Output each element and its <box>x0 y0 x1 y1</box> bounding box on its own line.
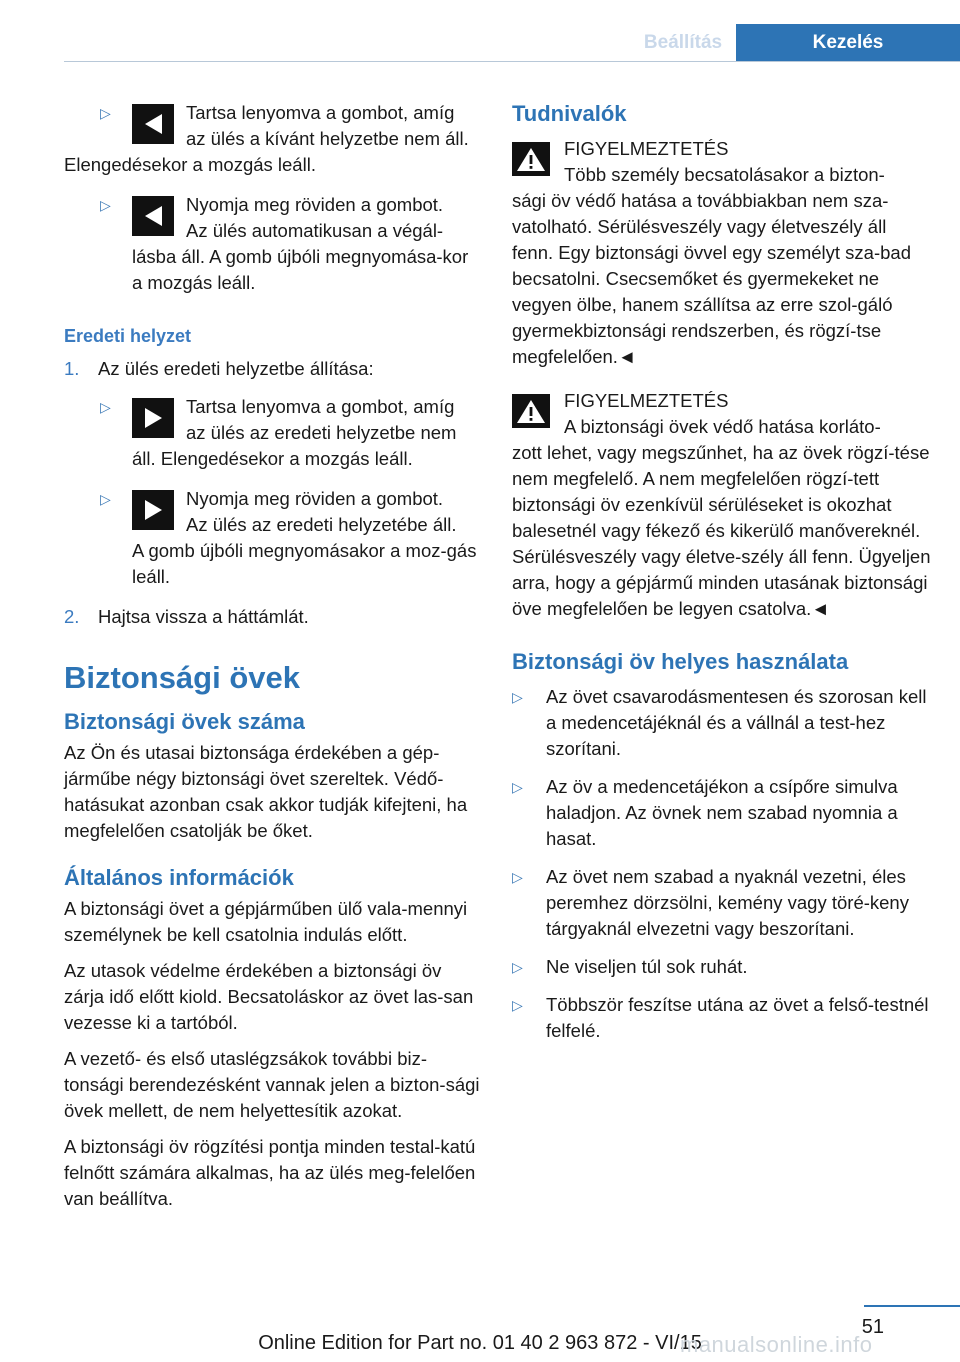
arrow-right-button-icon <box>132 398 174 438</box>
list-item: ▷ Az öv a medencetájékon a csípőre simulva haladjon. Az övnek nem szabad nyomnia a hasat. <box>512 776 898 849</box>
list-item: ▷ Ne viseljen túl sok ruhát. <box>512 954 932 980</box>
warning-block: FIGYELMEZTETÉS Több személy becsatolásakor a bizton- sági öv védő hatása a továbbiakban nem sza-vatolható. Sérülésveszély vagy életveszély áll fenn. Egy biztonsági övvel egy személyt sza-bad becsatolni. Csecsemőket és gyermekeket ne vegyen ölbe, hanem szállítsa az erre szol-gáló gyermekbiztonsági rendszerben, és rögzí-tse megfelelően.◄ <box>512 136 932 370</box>
triangle-bullet-icon: ▷ <box>100 197 111 213</box>
step-number: 1. <box>64 358 80 379</box>
warning-triangle-icon <box>512 142 550 176</box>
subsection-heading: Tudnivalók <box>512 101 627 126</box>
warning-block: FIGYELMEZTETÉS A biztonsági övek védő hatása korláto- zott lehet, vagy megszűnhet, ha az övek rögzí-tése nem megfelelő. A nem megfelelően rögzí-tett biztonsági öv ezenkívül sérüléseket is okozhat balesetnél vagy fékező és kikerülő manővereknél. Sérülésveszély vagy életve-szély áll fenn. Ügyeljen arra, hogy a gépjármű minden utasának biztonsági öve megfelelően be legyen csatolva.◄ <box>512 388 932 622</box>
left-column <box>64 100 480 1222</box>
subsection-heading: Biztonsági övek száma <box>64 709 305 734</box>
warning-title: FIGYELMEZTETÉS <box>564 138 729 159</box>
chapter-title: Biztonsági övek <box>64 660 300 695</box>
edition-footer: Online Edition for Part no. 01 40 2 963 872 - VI/15 <box>258 1332 702 1354</box>
list-item: ▷ Az övet csavarodásmentesen és szorosan kell a medencetájéknál és a vállnál a test-hez szorítani. <box>512 686 927 759</box>
arrow-right-button-icon <box>132 490 174 530</box>
header-tab-kezeles[interactable]: Kezelés <box>736 24 960 61</box>
subsection-heading: Általános információk <box>64 865 294 890</box>
page-number: 51 <box>861 1316 884 1338</box>
numbered-step: 1. Az ülés eredeti helyzetbe állítása: <box>64 356 480 382</box>
triangle-bullet-icon: ▷ <box>512 689 523 705</box>
subsection-heading: Biztonsági öv helyes használata <box>512 649 849 674</box>
triangle-bullet-icon: ▷ <box>512 779 523 795</box>
section-heading: Eredeti helyzet <box>64 326 192 346</box>
list-item: ▷ Nyomja meg röviden a gombot. Az ülés az eredeti helyzetébe áll. A gomb újbóli megnyomásakor a moz-gás leáll. <box>100 488 477 587</box>
triangle-bullet-icon: ▷ <box>100 105 111 121</box>
header-tab-beallitas[interactable]: Beállítás <box>643 32 723 53</box>
watermark: manualsonline.info <box>680 1332 873 1357</box>
arrow-left-button-icon <box>132 196 174 236</box>
list-item: ▷ Tartsa lenyomva a gombot, amíg az ülés a kívánt helyzetbe nem áll. Elengedésekor a mozgás leáll. <box>64 102 469 175</box>
paragraph: Az utasok védelme érdekében a biztonsági öv zárja idő előtt kiold. Becsatoláskor az övet las-san vezesse ki a tartóból. <box>64 960 474 1033</box>
triangle-bullet-icon: ▷ <box>512 959 523 975</box>
header-rule <box>64 61 960 62</box>
list-item: ▷ Többször feszítse utána az övet a felső-testnél felfelé. <box>512 994 929 1041</box>
list-item: ▷ Tartsa lenyomva a gombot, amíg az ülés az eredeti helyzetbe nem áll. Elengedésekor a mozgás leáll. <box>100 396 457 469</box>
list-item: ▷ Az övet nem szabad a nyaknál vezetni, éles peremhez dörzsölni, kemény vagy töré-keny tárgyaknál elvezetni vagy beszorítani. <box>512 866 909 939</box>
triangle-bullet-icon: ▷ <box>100 399 111 415</box>
triangle-bullet-icon: ▷ <box>512 997 523 1013</box>
step-number: 2. <box>64 606 80 627</box>
right-column <box>512 100 932 1056</box>
paragraph: A biztonsági övet a gépjárműben ülő vala-mennyi személynek be kell csatolnia indulás előtt. <box>64 898 468 945</box>
footer-rule <box>864 1305 960 1307</box>
paragraph: A biztonsági öv rögzítési pontja minden testal-katú felnőtt számára alkalmas, ha az ülés meg-felelően van beállítva. <box>64 1136 476 1209</box>
numbered-step: 2. Hajtsa vissza a háttámlát. <box>64 604 480 630</box>
paragraph: A vezető- és első utaslégzsákok további biz-tonsági berendezésként vannak jelen a bizton-sági övek mellett, de nem helyettesítik azokat. <box>64 1048 480 1121</box>
arrow-left-button-icon <box>132 104 174 144</box>
warning-text: sági öv védő hatása a továbbiakban nem sza-vatolható. Sérülésveszély vagy életveszély áll fenn. Egy biztonsági övvel egy személyt sza-bad becsatolni. Csecsemőket és gyermekeket ne vegyen ölbe, hanem szállítsa az erre szol-gáló gyermekbiztonsági rendszerben, és rögzí-tse megfelelően.◄ <box>512 190 911 367</box>
warning-triangle-icon <box>512 394 550 428</box>
triangle-bullet-icon: ▷ <box>100 491 111 507</box>
warning-title: FIGYELMEZTETÉS <box>564 390 729 411</box>
warning-text: zott lehet, vagy megszűnhet, ha az övek rögzí-tése nem megfelelő. A nem megfelelően rögzí-tett biztonsági öv ezenkívül sérüléseket is okozhat balesetnél vagy fékező és kikerülő manővereknél. Sérülésveszély vagy életve-szély áll fenn. Ügyeljen arra, hogy a gépjármű minden utasának biztonsági öve megfelelően be legyen csatolva.◄ <box>512 442 931 619</box>
paragraph: Az Ön és utasai biztonsága érdekében a gép-járműbe négy biztonsági övet szereltek. Védő-hatásukat azonban csak akkor tudják kifejteni, ha megfelelően csatolják be őket. <box>64 742 468 841</box>
triangle-bullet-icon: ▷ <box>512 869 523 885</box>
list-item: ▷ Nyomja meg röviden a gombot. Az ülés automatikusan a végál- lásba áll. A gomb újbóli megnyomása-kor a mozgás leáll. <box>100 194 469 293</box>
